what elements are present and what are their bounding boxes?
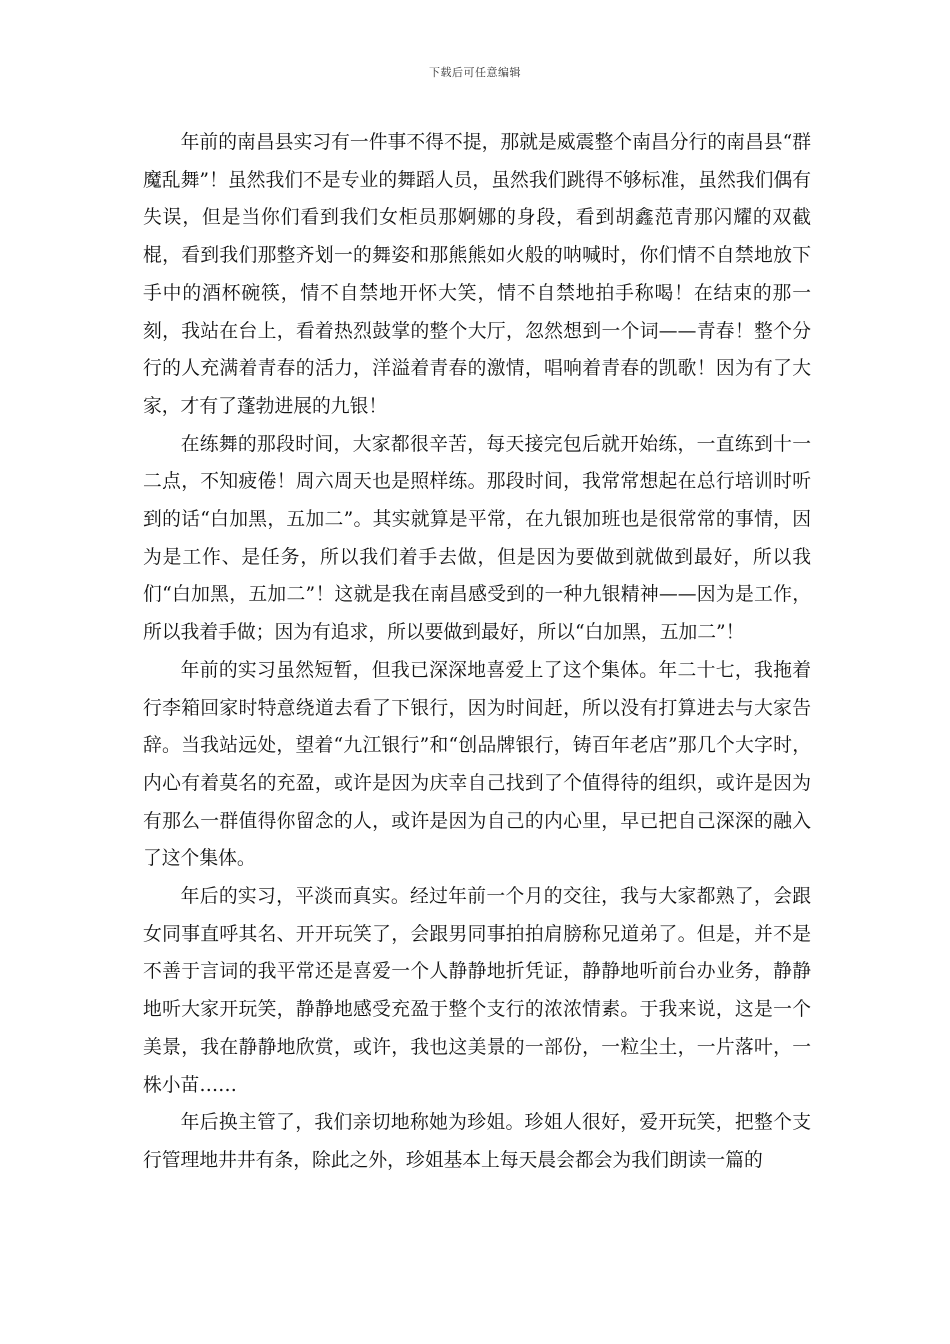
paragraph: 年前的实习虽然短暂，但我已深深地喜爱上了这个集体。年二十七，我拖着行李箱回家时特意绕道去看了下银行，因为时间赶，所以没有打算进去与大家告辞。当我站远处，望着“九江银行”和“创品牌银行，铸百年老店”那几个大字时，内心有着莫名的充盈，或许是因为庆幸自己找到了个值得待的组织，或许是因为有那么一群值得你留念的人，或许是因为自己的内心里，早已把自己深深的融入了这个集体。 bbox=[143, 659, 811, 870]
document-body bbox=[143, 124, 811, 1180]
paragraph: 年后换主管了，我们亲切地称她为珍姐。珍姐人很好，爱开玩笑，把整个支行管理地井井有条，除此之外，珍姐基本上每天晨会都会为我们朗读一篇的 bbox=[143, 1112, 811, 1171]
paragraph: 年前的南昌县实习有一件事不得不提，那就是威震整个南昌分行的南昌县“群魔乱舞”！虽然我们不是专业的舞蹈人员，虽然我们跳得不够标准，虽然我们偶有失误，但是当你们看到我们女柜员那婀娜的身段，看到胡鑫范青那闪耀的双截棍，看到我们那整齐划一的舞姿和那熊熊如火般的呐喊时，你们情不自禁地放下手中的酒杯碗筷，情不自禁地开怀大笑，情不自禁地拍手称喝！在结束的那一刻，我站在台上，看着热烈鼓掌的整个大厅，忽然想到一个词——青春！整个分行的人充满着青春的活力，洋溢着青春的激情，唱响着青春的凯歌！因为有了大家，才有了蓬勃进展的九银！ bbox=[143, 132, 811, 417]
paragraph: 年后的实习，平淡而真实。经过年前一个月的交往，我与大家都熟了，会跟女同事直呼其名、开开玩笑了，会跟男同事拍拍肩膀称兄道弟了。但是，并不是不善于言词的我平常还是喜爱一个人静静地折凭证，静静地听前台办业务，静静地听大家开玩笑，静静地感受充盈于整个支行的浓浓情素。于我来说，这是一个美景，我在静静地欣赏，或许，我也这美景的一部份，一粒尘土，一片落叶，一株小苗…… bbox=[143, 886, 811, 1096]
paragraph: 在练舞的那段时间，大家都很辛苦，每天接完包后就开始练，一直练到十一二点，不知疲倦！周六周天也是照样练。那段时间，我常常想起在总行培训时听到的话“白加黑，五加二”。其实就算是平常，在九银加班也是很常常的事情，因为是工作、是任务，所以我们着手去做，但是因为要做到就做到最好，所以我们“白加黑，五加二”！这就是我在南昌感受到的一种九银精神——因为是工作，所以我着手做；因为有追求，所以要做到最好，所以“白加黑，五加二”！ bbox=[143, 433, 811, 644]
page-header-note: 下载后可任意编辑 bbox=[429, 66, 521, 79]
